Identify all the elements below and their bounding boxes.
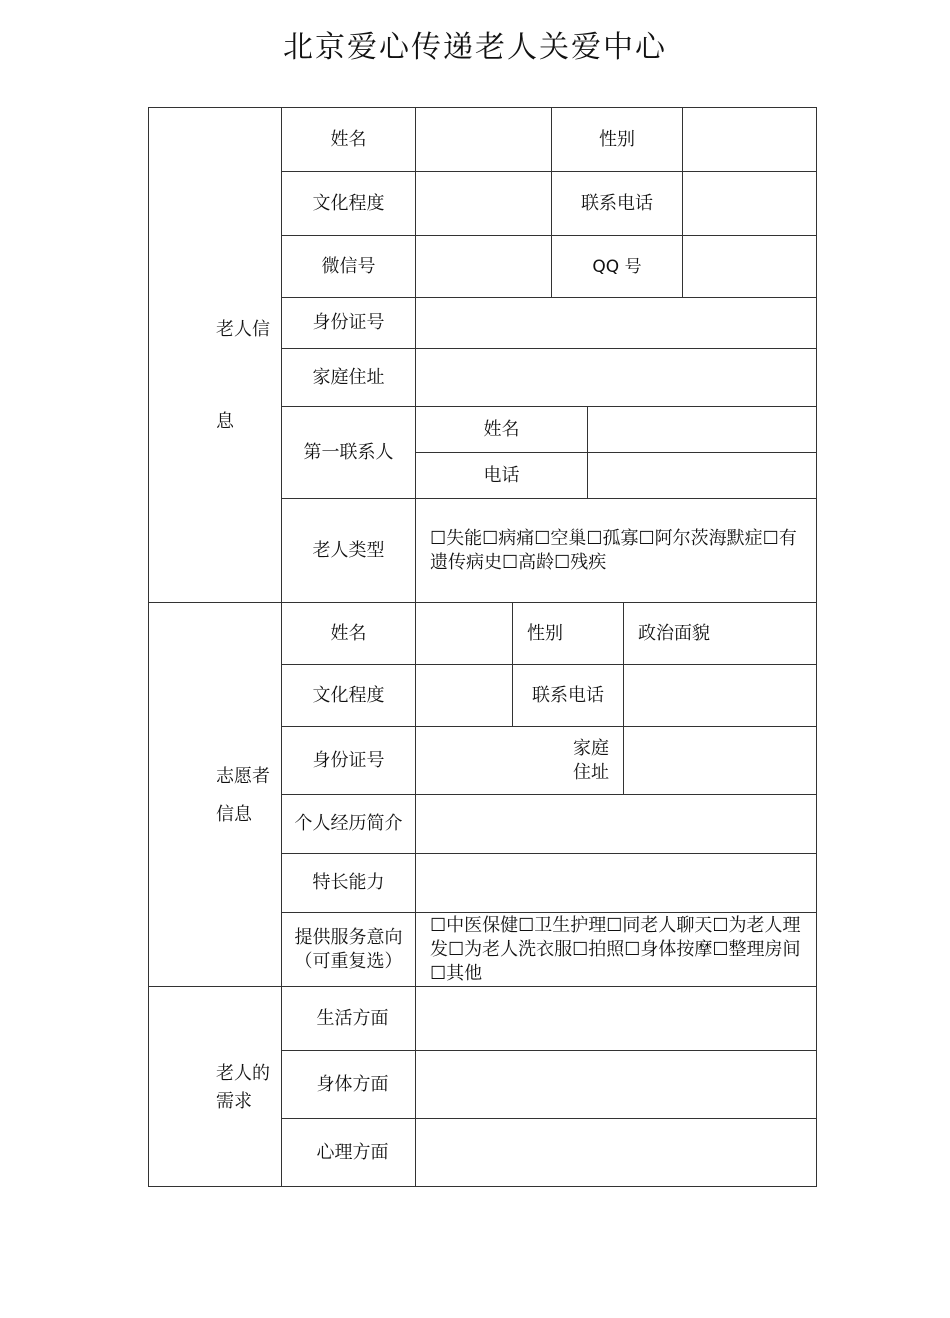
volunteer-service-label: [282, 913, 416, 987]
volunteer-skills-field[interactable]: [416, 854, 816, 913]
section-elder-label-line1: 老人信: [216, 319, 270, 340]
elder-name-field[interactable]: [416, 108, 552, 172]
elder-id-field[interactable]: [416, 298, 816, 349]
volunteer-resume-label: 个人经历简介: [282, 795, 416, 854]
elder-contact-phone-label: 电话: [416, 453, 588, 499]
elder-type-options[interactable]: ☐失能☐病痛☐空巢☐孤寡☐阿尔茨海默症☐有遗传病史☐高龄☐残疾: [416, 499, 816, 603]
needs-mind-label: 心理方面: [282, 1119, 416, 1186]
needs-body-label: 身体方面: [282, 1051, 416, 1119]
needs-body-field[interactable]: [416, 1051, 816, 1119]
volunteer-id-label: 身份证号: [282, 727, 416, 795]
elder-phone-label: 联系电话: [552, 172, 683, 236]
elder-type-label: 老人类型: [282, 499, 416, 603]
section-needs-label-line2: 需求: [216, 1091, 252, 1112]
elder-qq-label: QQ 号: [552, 236, 683, 298]
volunteer-education-label: 文化程度: [282, 665, 416, 727]
elder-contact-phone-field[interactable]: [588, 453, 816, 499]
needs-life-label: 生活方面: [282, 987, 416, 1051]
elder-name-label: 姓名: [282, 108, 416, 172]
elder-gender-label: 性别: [552, 108, 683, 172]
volunteer-name-field[interactable]: [416, 603, 513, 665]
elder-id-label: 身份证号: [282, 298, 416, 349]
section-elder-info: [149, 108, 282, 603]
section-volunteer-label-line1: 志愿者: [216, 766, 270, 787]
section-needs-label-line1: 老人的: [216, 1063, 270, 1084]
section-elder-needs: [149, 987, 282, 1186]
volunteer-service-label-line2: （可重复选）: [294, 950, 403, 972]
volunteer-name-label: 姓名: [282, 603, 416, 665]
elder-gender-field[interactable]: [683, 108, 816, 172]
section-volunteer-info: [149, 603, 282, 987]
volunteer-skills-label: 特长能力: [282, 854, 416, 913]
volunteer-phone-label: 联系电话: [513, 665, 624, 727]
elder-contact-label: 第一联系人: [282, 407, 416, 499]
volunteer-resume-field[interactable]: [416, 795, 816, 854]
elder-education-label: 文化程度: [282, 172, 416, 236]
elder-contact-name-field[interactable]: [588, 407, 816, 453]
volunteer-gender-label: 性别: [513, 603, 624, 665]
volunteer-address-field[interactable]: [624, 727, 816, 795]
volunteer-political-label: 政治面貌: [624, 603, 816, 665]
elder-wechat-label: 微信号: [282, 236, 416, 298]
elder-address-label: 家庭住址: [282, 349, 416, 407]
elder-education-field[interactable]: [416, 172, 552, 236]
section-elder-label-line2: 息: [216, 411, 234, 432]
elder-contact-name-label: 姓名: [416, 407, 588, 453]
needs-mind-field[interactable]: [416, 1119, 816, 1186]
volunteer-service-options[interactable]: ☐中医保健☐卫生护理☐同老人聊天☐为老人理发☐为老人洗衣服☐拍照☐身体按摩☐整理房间☐其他: [416, 913, 816, 987]
elder-phone-field[interactable]: [683, 172, 816, 236]
section-volunteer-label-line2: 信息: [216, 804, 252, 825]
page-title: 北京爱心传递老人关爱中心: [283, 30, 667, 65]
volunteer-address-label: 家庭住址: [573, 738, 609, 783]
elder-address-field[interactable]: [416, 349, 816, 407]
volunteer-service-label-line1: 提供服务意向: [294, 926, 403, 948]
needs-life-field[interactable]: [416, 987, 816, 1051]
volunteer-education-field[interactable]: [416, 665, 513, 727]
volunteer-phone-field[interactable]: [624, 665, 816, 727]
registration-form-table: [148, 107, 817, 1187]
volunteer-id-field[interactable]: [416, 727, 624, 795]
elder-wechat-field[interactable]: [416, 236, 552, 298]
elder-qq-field[interactable]: [683, 236, 816, 298]
